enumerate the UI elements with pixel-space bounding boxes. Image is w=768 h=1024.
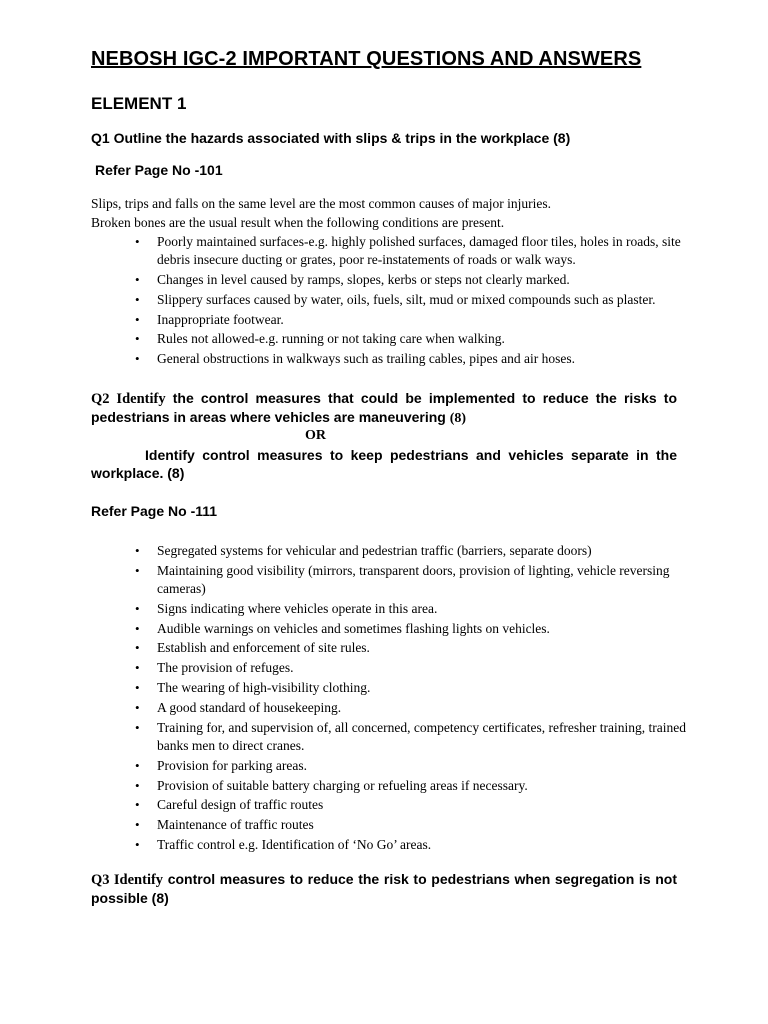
q2-marks: (8) <box>449 411 467 426</box>
list-item: • Training for, and supervision of, all concerned, competency certificates, refresher training, trained banks men to direct cranes. <box>157 719 697 756</box>
q1-intro <box>91 194 691 232</box>
q1-intro-line: Slips, trips and falls on the same level are the most common causes of major injuries. <box>91 196 552 211</box>
list-item: • Audible warnings on vehicles and sometimes flashing lights on vehicles. <box>157 620 697 638</box>
q2-question <box>91 389 677 428</box>
document-title: NEBOSH IGC-2 IMPORTANT QUESTIONS AND ANSWERS <box>91 48 642 70</box>
list-item: • Traffic control e.g. Identification of ‘No Go’ areas. <box>157 836 697 854</box>
q3-question-text: control measures to reduce the risk to pedestrians when segregation is not possible (8) <box>91 871 678 906</box>
q1-intro-line: Broken bones are the usual result when the following conditions are present. <box>91 215 505 230</box>
list-item: • Changes in level caused by ramps, slopes, kerbs or steps not clearly marked. <box>157 271 697 289</box>
list-item: • Slippery surfaces caused by water, oils, fuels, silt, mud or mixed compounds such as plaster. <box>157 291 697 309</box>
q2-question-text: the control measures that could be implemented to reduce the risks to pedestrians in areas where vehicles are maneuvering <box>91 390 678 425</box>
q1-reference: Refer Page No -101 <box>95 162 223 178</box>
q2-alt-question: Identify control measures to keep pedestrians and vehicles separate in the workplace. (8) <box>91 447 677 481</box>
list-item: • The wearing of high-visibility clothing. <box>157 679 697 697</box>
q2-prefix: Q2 Identify <box>91 391 166 407</box>
list-item: • Segregated systems for vehicular and pedestrian traffic (barriers, separate doors) <box>157 542 697 560</box>
list-item: • Rules not allowed-e.g. running or not taking care when walking. <box>157 330 697 348</box>
list-item: • Inappropriate footwear. <box>157 311 697 329</box>
q2-reference: Refer Page No -111 <box>91 503 218 519</box>
q2-control-list <box>157 542 697 856</box>
q1-hazard-list <box>157 233 697 370</box>
list-item: • Signs indicating where vehicles operate in this area. <box>157 600 697 618</box>
list-item: • General obstructions in walkways such as trailing cables, pipes and air hoses. <box>157 350 697 368</box>
q3-prefix: Q3 Identify <box>91 872 164 888</box>
element-heading: ELEMENT 1 <box>91 94 187 113</box>
list-item: • Careful design of traffic routes <box>157 796 697 814</box>
q1-question: Q1 Outline the hazards associated with slips & trips in the workplace (8) <box>91 130 571 146</box>
list-item: • Maintenance of traffic routes <box>157 816 697 834</box>
list-item: • A good standard of housekeeping. <box>157 699 697 717</box>
list-item: • Provision for parking areas. <box>157 757 697 775</box>
list-item: • Poorly maintained surfaces-e.g. highly polished surfaces, damaged floor tiles, holes in roads, site debris insecure ducting or grates, poor re-instatements of roads or walk ways. <box>157 233 697 270</box>
list-item: • Establish and enforcement of site rules. <box>157 639 697 657</box>
q3-question <box>91 870 677 907</box>
list-item: • The provision of refuges. <box>157 659 697 677</box>
or-separator: OR <box>305 428 326 443</box>
list-item: • Provision of suitable battery charging or refueling areas if necessary. <box>157 777 697 795</box>
list-item: • Maintaining good visibility (mirrors, transparent doors, provision of lighting, vehicle reversing cameras) <box>157 562 697 599</box>
